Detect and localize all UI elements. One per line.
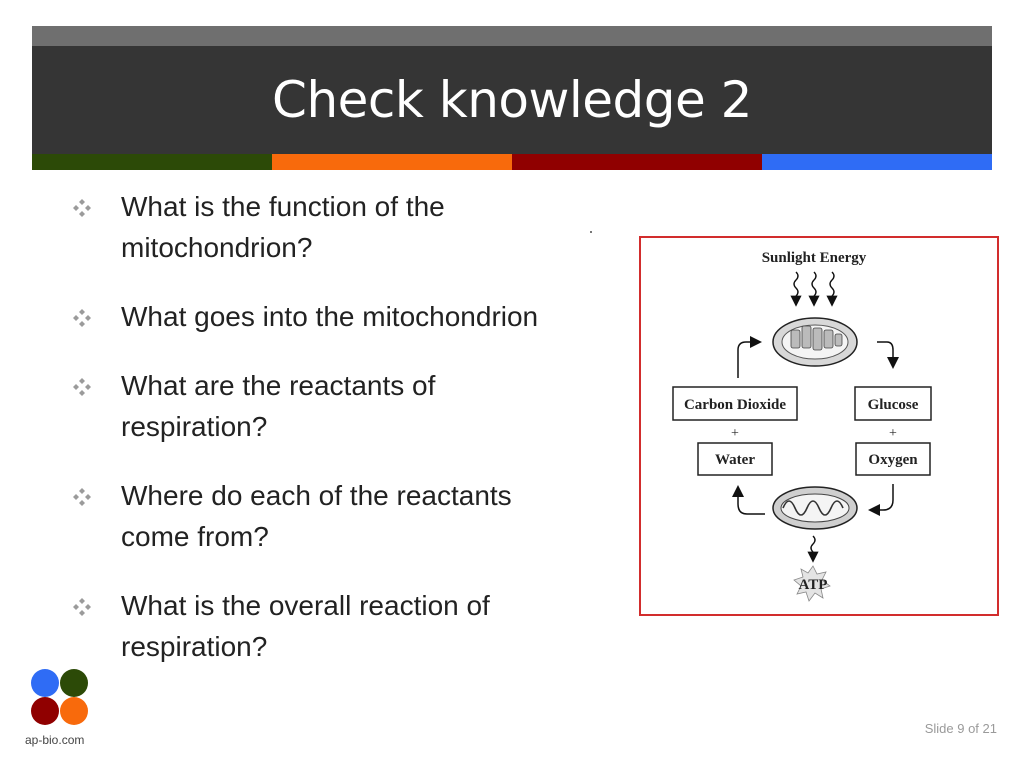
accent-orange	[272, 154, 512, 170]
plus-left: +	[731, 426, 739, 441]
accent-blue	[762, 154, 992, 170]
glucose-label: Glucose	[867, 397, 919, 413]
atp-burst	[794, 566, 830, 601]
arrow-to-mitochondrion	[871, 484, 893, 510]
plus-right: +	[889, 426, 897, 441]
bullet-item	[70, 296, 600, 337]
accent-red	[512, 154, 762, 170]
arrow-to-chloroplast	[738, 342, 759, 378]
diamond-bullet-icon	[72, 198, 92, 218]
diagram-svg	[641, 238, 997, 614]
sunlight-label: Sunlight Energy	[761, 250, 867, 266]
bullet-text: What are the reactants of respiration?	[121, 370, 436, 442]
chloroplast-icon	[773, 318, 857, 366]
color-accent-bar	[32, 154, 992, 170]
water-box	[698, 443, 772, 475]
accent-green	[32, 154, 272, 170]
slide-title: Check knowledge 2	[272, 71, 752, 129]
bullet-item	[70, 186, 600, 268]
atp-label: ATP	[798, 577, 828, 593]
carbon-dioxide-box	[673, 387, 797, 420]
bullet-text: What is the overall reaction of respiration?	[121, 590, 490, 662]
bullet-item	[70, 365, 600, 447]
carbon-dioxide-label: Carbon Dioxide	[683, 397, 787, 413]
mitochondrion-icon	[773, 487, 857, 529]
oxygen-box	[856, 443, 930, 475]
slide-number: Slide 9 of 21	[924, 721, 997, 736]
diamond-bullet-icon	[72, 487, 92, 507]
diamond-bullet-icon	[72, 377, 92, 397]
diamond-bullet-icon	[72, 308, 92, 328]
arrow-from-chloroplast	[877, 342, 893, 366]
bullet-item	[70, 475, 600, 557]
atp-wave-icon	[811, 536, 815, 560]
water-label: Water	[715, 452, 755, 468]
bullet-item	[70, 585, 600, 667]
ap-bio-logo	[30, 668, 90, 728]
diamond-bullet-icon	[72, 597, 92, 617]
arrow-from-mitochondrion	[738, 488, 765, 514]
sun-wave-icon	[794, 272, 834, 304]
bullet-text: Where do each of the reactants come from?	[121, 480, 512, 552]
footer-site-name: ap-bio.com	[25, 733, 85, 747]
title-band	[32, 46, 992, 154]
bullet-text: What goes into the mitochondrion	[121, 301, 539, 332]
title-top-strip	[32, 26, 992, 46]
oxygen-label: Oxygen	[868, 452, 918, 468]
bullet-list	[70, 186, 600, 695]
bullet-text: What is the function of the mitochondrion?	[121, 191, 445, 263]
glucose-box	[855, 387, 931, 420]
respiration-diagram	[639, 236, 999, 616]
stray-dot	[590, 231, 592, 233]
